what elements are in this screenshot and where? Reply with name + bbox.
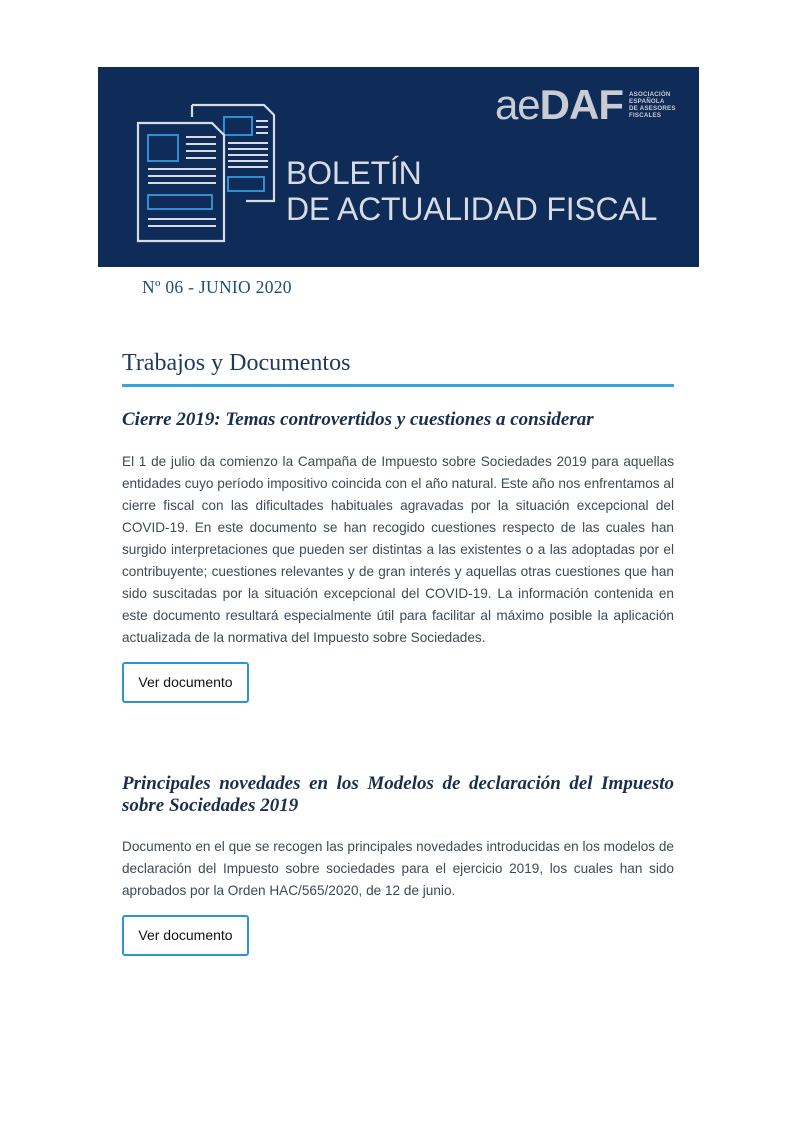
article-2 [122,773,674,956]
banner-title [286,155,657,227]
article-body: El 1 de julio da comienzo la Campaña de Impuesto sobre Sociedades 2019 para aquellas entidades cuyo período impositivo coincida con el año natural. Este año nos enfrentamos al cierre fiscal con las dificultades habituales agravadas por la situación excepcional del COVID-19. En este documento se han recogido cuestiones respecto de las cuales han surgido interpretaciones que pueden ser distintas a las existentes o a las adoptadas por el contribuyente; cuestiones relevantes y de gran interés y aquellas otras cuestiones que han sido suscitadas por la situación excepcional del COVID-19. La información contenida en este documento resultará especialmente útil para facilitar al máximo posible la aplicación actualizada de la normativa del Impuesto sobre Sociedades. [122,454,674,645]
article-body: Documento en el que se recogen las principales novedades introducidas en los modelos de declaración del Impuesto sobre sociedades para el ejercicio 2019, los cuales han sido aprobados por la Orden HAC/565/2020, de 12 de junio. [122,839,674,898]
banner-title-line2: DE ACTUALIDAD FISCAL [286,191,658,227]
article-title: Cierre 2019: Temas controvertidos y cuestiones a considerar [122,409,594,430]
issue-label: Nº 06 - JUNIO 2020 [142,277,292,297]
article-title: Principales novedades en los Modelos de declaración del Impuesto sobre Sociedades 2019 [122,773,674,816]
banner-title-line1: BOLETÍN [286,155,422,191]
view-document-button[interactable]: Ver documento [122,915,249,956]
aedaf-logo [494,81,679,128]
logo-subtitle: ASOCIACIÓN ESPAÑOLA DE ASESORES FISCALES [629,91,676,119]
logo-wordmark: aeDAF [494,81,623,128]
section-divider [122,384,674,387]
section-title: Trabajos y Documentos [122,350,351,376]
article-1 [122,409,674,703]
documents-icon [136,103,276,243]
view-document-button[interactable]: Ver documento [122,662,249,703]
header-banner [98,67,699,267]
